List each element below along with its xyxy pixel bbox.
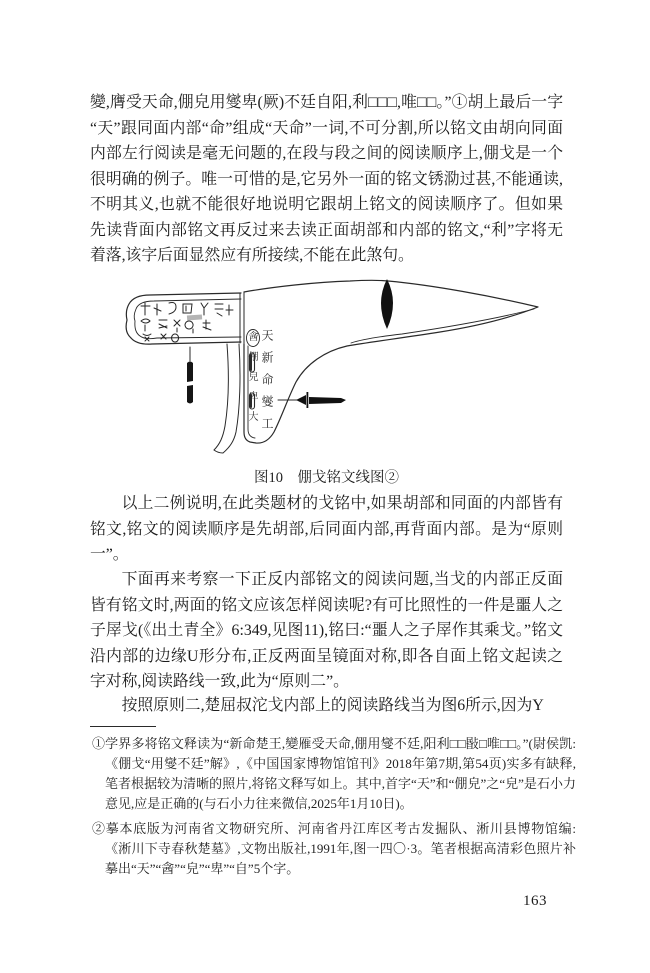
footnote-2-text: 摹本底版为河南省文物研究所、河南省丹江库区考古发掘队、淅川县博物馆编:《淅川下寺春秋楚墓》,文物出版社,1991年,图一四〇·3。笔者根据高清彩色照片补摹出“天”“酓”“皃”“卑”“自”5个字。 <box>105 821 576 876</box>
hu-inscription-column-right: 天新命燮工 <box>260 329 274 439</box>
figure-caption-label: 图10 <box>254 470 283 486</box>
body-paragraph-3: 下面再来考察一下正反内部铭文的阅读问题,当戈的内部正反面皆有铭文时,两面的铭文应该怎样阅读呢?有可比照性的一件是噩人之子屖戈(《出土青全》6:349,见图11),铭曰:“噩人之子屖作其乘戈。”铭文沿内部的边缘U形分布,正反两面呈镜面对称,即各自面上铭文起读之字对称,阅读路线一致,此为“原则二”。 <box>90 571 563 690</box>
ge-dagger-axe-line-drawing <box>110 276 550 464</box>
nei-inscription-glyphs <box>141 303 233 342</box>
footnote-2 <box>92 819 576 879</box>
footnote-1 <box>92 734 576 814</box>
figure-caption-title: 倗戈铭文线图② <box>297 470 399 486</box>
footnote-1-marker: ① <box>92 736 106 751</box>
hu-inscription-column-left: 酓倗皃卑大 <box>246 331 257 431</box>
footnote-divider <box>90 726 156 727</box>
footnote-1-text: 学界多将铭文释读为“新命楚王,變雁受天命,倗用燮不廷,阳利□□敯□唯□□。”(尉侯凯:《倗戈“用燮不廷”解》,《中国国家博物馆馆刊》2018年第7期,第54页)实多有缺释,笔者根据较为清晰的照片,将铭文释写如上。其中,首字“天”和“倗皃”之“皃”是石小力意见,应是正确的(与石小力往来微信,2025年1月10日)。 <box>105 736 576 811</box>
footnote-2-marker: ② <box>92 821 106 836</box>
page-number: 163 <box>523 893 547 909</box>
body-paragraph-4: 按照原则二,楚屈叔沱戈内部上的阅读路线当为图6所示,因为Y <box>121 697 544 714</box>
figure-caption <box>90 466 563 487</box>
body-paragraph-2: 以上二例说明,在此类题材的戈铭中,如果胡部和同面的内部皆有铭文,铭文的阅读顺序是先胡部,后同面内部,再背面内部。是为“原则一”。 <box>90 495 563 563</box>
inlay-dagger-symbol <box>296 392 346 408</box>
body-paragraph-1: 變,膺受天命,倗皃用燮卑(厥)不廷自阳,利□□□,唯□□。”①胡上最后一字“天”跟同面内部“命”组成“天命”一词,不可分割,所以铭文由胡向同面内部左行阅读是毫无问题的,在段与段之间的阅读顺序上,倗戈是一个很明确的例子。唯一可惜的是,它另外一面的铭文锈泐过甚,不能通读,不明其义,也就不能很好地说明它跟胡上铭文的阅读顺序了。但如果先读背面内部铭文再反过来去读正面胡部和内部的铭文,“利”字将无着落,该字后面显然应有所接续,不能在此煞句。 <box>90 94 563 264</box>
figure-10 <box>110 276 550 464</box>
